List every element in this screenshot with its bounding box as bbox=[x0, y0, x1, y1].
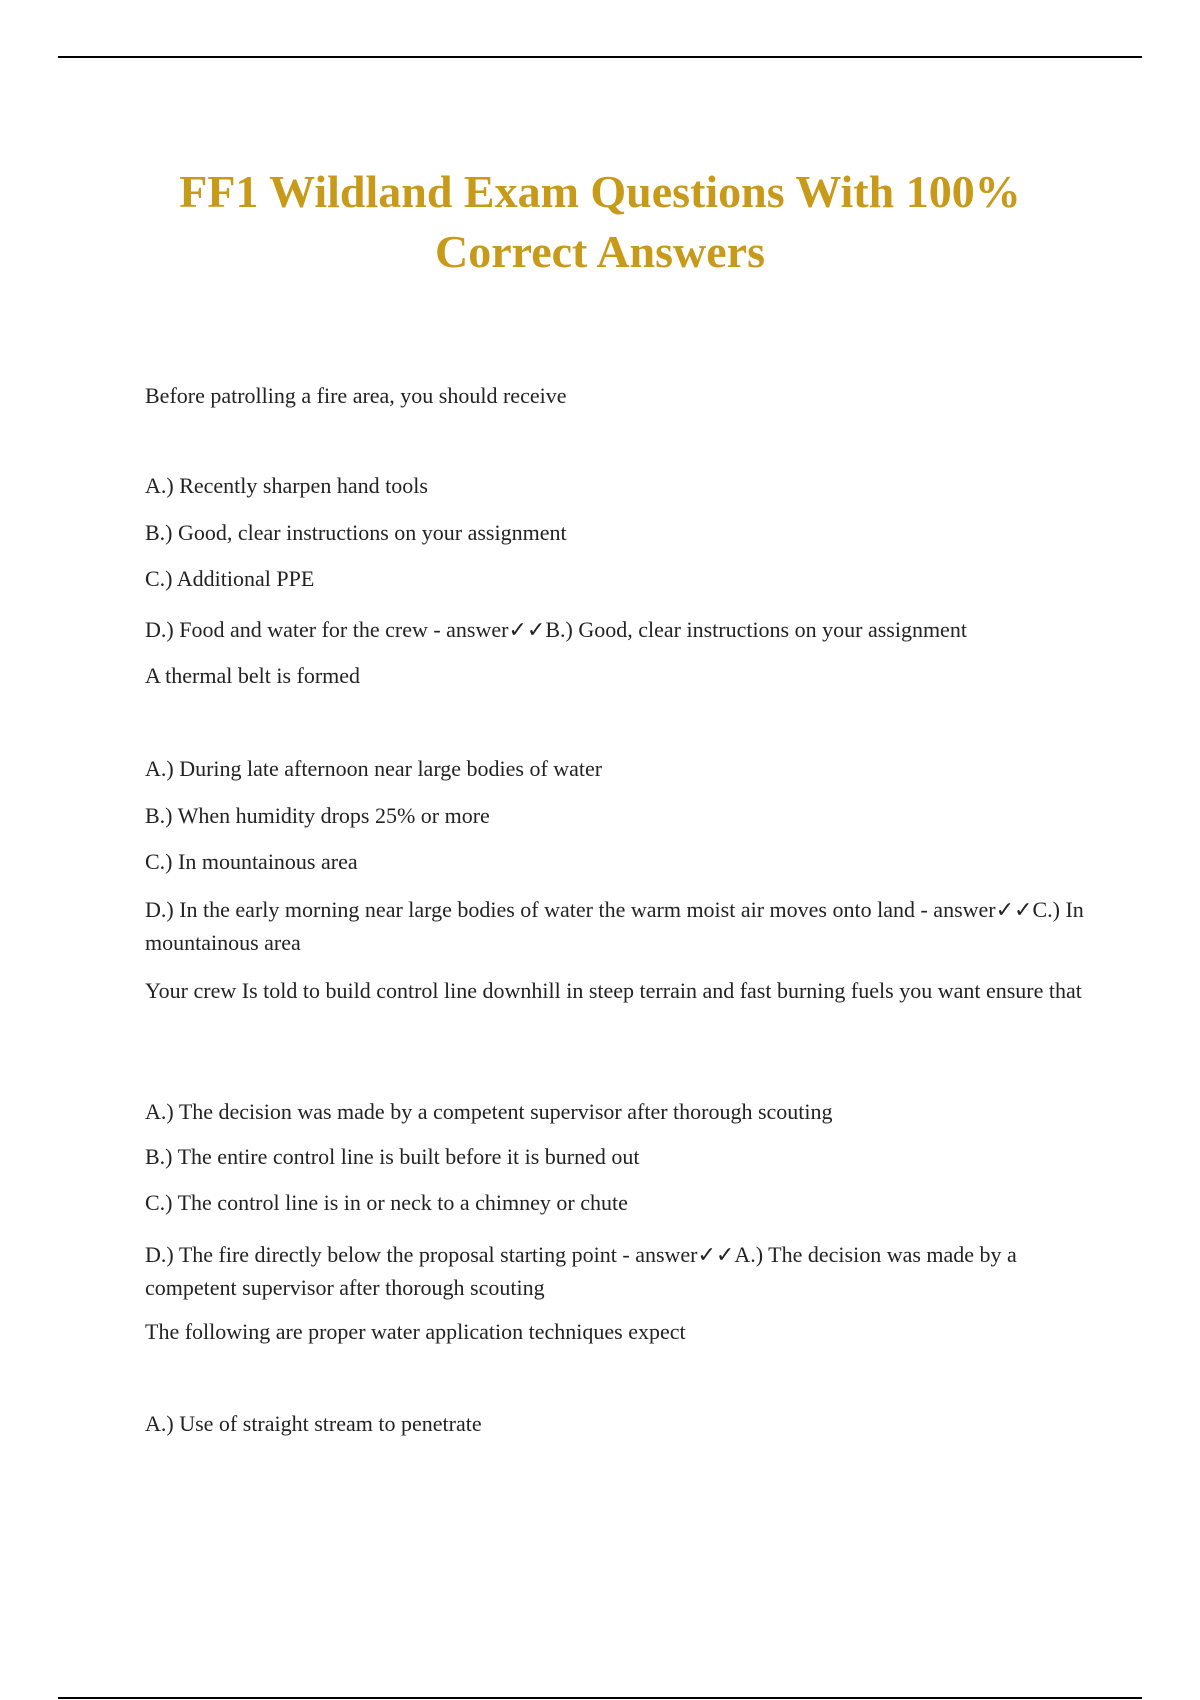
q1-option-a: A.) Recently sharpen hand tools bbox=[145, 473, 428, 498]
title-line-1: FF1 Wildland Exam Questions With 100% bbox=[179, 166, 1021, 217]
question-2: A thermal belt is formed bbox=[145, 663, 361, 688]
q3-option-d-answer: D.) The fire directly below the proposal starting point - answer✓✓A.) The decision was made by a competent supervisor after thorough scouting bbox=[145, 1242, 1017, 1300]
q1-option-b: B.) Good, clear instructions on your assignment bbox=[145, 520, 567, 545]
q2-option-b: B.) When humidity drops 25% or more bbox=[145, 803, 490, 828]
q2-option-c: C.) In mountainous area bbox=[145, 849, 358, 874]
q2-option-a: A.) During late afternoon near large bodies of water bbox=[145, 756, 603, 781]
q2-option-d-answer: D.) In the early morning near large bodies of water the warm moist air moves onto land - answer✓✓C.) In mountainous area bbox=[145, 897, 1084, 955]
q3-option-b: B.) The entire control line is built before it is burned out bbox=[145, 1144, 640, 1169]
bottom-rule bbox=[58, 1697, 1142, 1699]
title-line-2: Correct Answers bbox=[435, 226, 765, 277]
question-1: Before patrolling a fire area, you should receive bbox=[145, 383, 567, 408]
q1-option-d-answer: D.) Food and water for the crew - answer✓✓B.) Good, clear instructions on your assignment bbox=[145, 617, 967, 642]
question-3: Your crew Is told to build control line downhill in steep terrain and fast burning fuels you want ensure that bbox=[145, 978, 1082, 1003]
question-4: The following are proper water application techniques expect bbox=[145, 1319, 686, 1344]
q1-option-c: C.) Additional PPE bbox=[145, 566, 315, 591]
q3-option-a: A.) The decision was made by a competent supervisor after thorough scouting bbox=[145, 1099, 833, 1124]
q4-option-a: A.) Use of straight stream to penetrate bbox=[145, 1411, 482, 1436]
top-rule bbox=[58, 56, 1142, 58]
q3-option-c: C.) The control line is in or neck to a chimney or chute bbox=[145, 1190, 628, 1215]
document-title bbox=[100, 162, 1100, 282]
